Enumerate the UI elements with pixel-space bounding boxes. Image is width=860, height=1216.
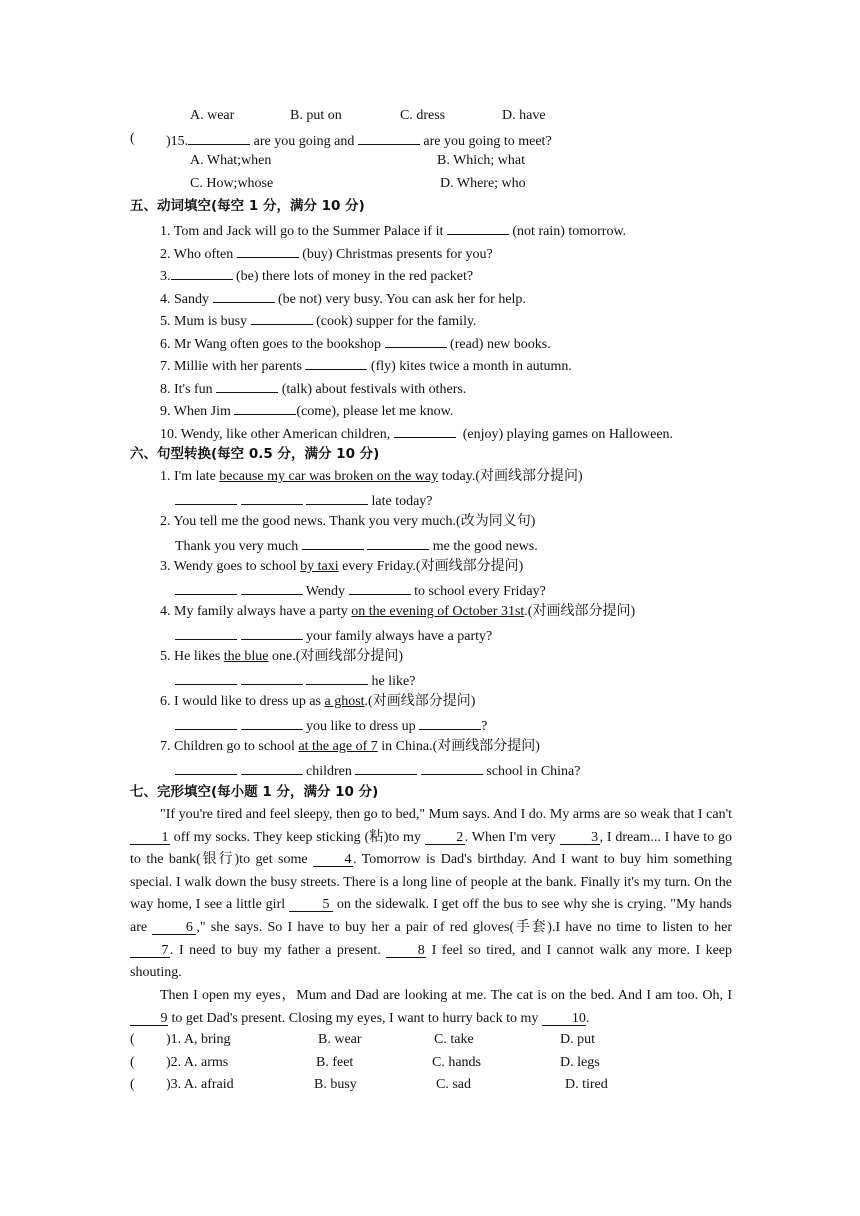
cloze-q2-option-b: B. feet — [316, 1055, 354, 1070]
answer-blank[interactable] — [171, 264, 233, 280]
s6-answer-7: children school in China? — [175, 759, 580, 779]
answer-blank[interactable] — [302, 534, 364, 550]
s5-item-2: 2. Who often (buy) Christmas presents for you? — [160, 242, 493, 262]
cloze-q3-option-c: C. sad — [436, 1077, 471, 1092]
answer-blank[interactable] — [175, 759, 237, 775]
s6-question-2: 2. You tell me the good news. Thank you very much.(改为同义句) — [160, 514, 536, 529]
section6-title: 六、句型转换(每空 0.5 分，满分 10 分) — [130, 446, 380, 462]
answer-blank[interactable] — [213, 287, 275, 303]
answer-blank[interactable] — [216, 377, 278, 393]
answer-blank[interactable] — [175, 714, 237, 730]
answer-blank[interactable] — [367, 534, 429, 550]
cloze-q1-option-b: B. wear — [318, 1032, 362, 1047]
answer-blank[interactable] — [306, 489, 368, 505]
cloze-blank[interactable]: 10 — [542, 1010, 586, 1026]
cloze-q1-option-c: C. take — [434, 1032, 474, 1047]
s6-answer-1: late today? — [175, 489, 433, 509]
answer-blank[interactable] — [421, 759, 483, 775]
cloze-blank[interactable]: 9 — [130, 1010, 168, 1026]
s6-answer-3: Wendy to school every Friday? — [175, 579, 546, 599]
cloze-paragraph-1: "If you're tired and feel sleepy, then go to bed," Mum says. And I do. My arms are so weak that I can't 1 off my socks. They keep sticking (粘)to my 2 . When I'm very 3 , I dream... I have to go to the bank(银行)to get some 4 . Tomorrow is Dad's birthday. And I want to buy him something special. I walk down the busy streets. There is a long line of people at the bank. Finally it's my turn. On the way home, I see a little girl 5 on the sidewalk. I get off the bus to see why she is crying. "My hands are 6 ," she says. So I have to buy her a pair of red gloves(手套).I have no time to listen to her 7 . I need to buy my father a present. 8 I feel so tired, and I cannot walk any more. I keep shouting. — [130, 807, 733, 981]
q15-option-c: C. How;whose — [190, 176, 274, 191]
answer-blank[interactable] — [175, 669, 237, 685]
answer-blank[interactable] — [241, 579, 303, 595]
cloze-q3-paren: ( — [130, 1077, 135, 1092]
q15-option-d: D. Where; who — [440, 176, 526, 191]
cloze-blank[interactable]: 6 — [152, 919, 196, 935]
q14-option-d: D. have — [502, 108, 546, 123]
answer-blank[interactable] — [241, 669, 303, 685]
cloze-q2-option-d: D. legs — [560, 1055, 600, 1070]
cloze-blank[interactable]: 7 — [130, 942, 170, 958]
cloze-q1-option-a: )1. A, bring — [166, 1032, 231, 1047]
cloze-q1-paren: ( — [130, 1032, 135, 1047]
answer-blank[interactable] — [188, 129, 250, 145]
q14-option-a: A. wear — [190, 108, 235, 123]
cloze-q2-option-a: )2. A. arms — [166, 1055, 229, 1070]
answer-blank[interactable] — [306, 669, 368, 685]
s6-question-5: 5. He likes the blue one.(对画线部分提问) — [160, 649, 404, 664]
cloze-q3-option-a: )3. A. afraid — [166, 1077, 234, 1092]
s6-answer-2: Thank you very much me the good news. — [175, 534, 538, 554]
section5-title: 五、动词填空(每空 1 分，满分 10 分) — [130, 198, 365, 214]
answer-blank[interactable] — [251, 309, 313, 325]
answer-blank[interactable] — [385, 332, 447, 348]
q14-option-c: C. dress — [400, 108, 446, 123]
s5-item-5: 5. Mum is busy (cook) supper for the family. — [160, 309, 477, 329]
answer-blank[interactable] — [241, 759, 303, 775]
q15-question: )15. are you going and are you going to meet? — [166, 129, 552, 149]
cloze-blank[interactable]: 1 — [130, 829, 170, 845]
q15-paren: ( — [130, 131, 135, 146]
cloze-blank[interactable]: 2 — [425, 829, 465, 845]
answer-blank[interactable] — [234, 399, 296, 415]
section7-title: 七、完形填空(每小题 1 分，满分 10 分) — [130, 784, 379, 800]
answer-blank[interactable] — [349, 579, 411, 595]
answer-blank[interactable] — [447, 219, 509, 235]
s6-answer-4: your family always have a party? — [175, 624, 492, 644]
cloze-q1-option-d: D. put — [560, 1032, 595, 1047]
s6-question-1: 1. I'm late because my car was broken on the way today.(对画线部分提问) — [160, 469, 583, 484]
answer-blank[interactable] — [241, 624, 303, 640]
s5-item-9: 9. When Jim (come), please let me know. — [160, 399, 453, 419]
cloze-q2-option-c: C. hands — [432, 1055, 481, 1070]
cloze-blank[interactable]: 8 — [386, 942, 426, 958]
q15-option-a: A. What;when — [190, 153, 272, 168]
s5-item-6: 6. Mr Wang often goes to the bookshop (read) new books. — [160, 332, 551, 352]
cloze-q3-option-b: B. busy — [314, 1077, 357, 1092]
s6-answer-6: you like to dress up ? — [175, 714, 487, 734]
answer-blank[interactable] — [237, 242, 299, 258]
answer-blank[interactable] — [175, 489, 237, 505]
answer-blank[interactable] — [241, 489, 303, 505]
s5-item-4: 4. Sandy (be not) very busy. You can ask her for help. — [160, 287, 526, 307]
cloze-blank[interactable]: 5 — [289, 896, 333, 912]
s6-question-3: 3. Wendy goes to school by taxi every Friday.(对画线部分提问) — [160, 559, 524, 574]
answer-blank[interactable] — [175, 579, 237, 595]
s6-question-6: 6. I would like to dress up as a ghost.(对画线部分提问) — [160, 694, 476, 709]
s6-question-7: 7. Children go to school at the age of 7 in China.(对画线部分提问) — [160, 739, 540, 754]
s5-item-10: 10. Wendy, like other American children, (enjoy) playing games on Halloween. — [160, 422, 673, 442]
s6-question-4: 4. My family always have a party on the evening of October 31st.(对画线部分提问) — [160, 604, 636, 619]
answer-blank[interactable] — [305, 354, 367, 370]
q15-option-b: B. Which; what — [437, 153, 526, 168]
answer-blank[interactable] — [394, 422, 456, 438]
answer-blank[interactable] — [241, 714, 303, 730]
answer-blank[interactable] — [355, 759, 417, 775]
cloze-blank[interactable]: 4 — [313, 851, 353, 867]
answer-blank[interactable] — [175, 624, 237, 640]
cloze-q2-paren: ( — [130, 1055, 135, 1070]
s5-item-8: 8. It's fun (talk) about festivals with others. — [160, 377, 466, 397]
answer-blank[interactable] — [419, 714, 481, 730]
q14-option-b: B. put on — [290, 108, 342, 123]
s5-item-1: 1. Tom and Jack will go to the Summer Palace if it (not rain) tomorrow. — [160, 219, 626, 239]
cloze-q3-option-d: D. tired — [565, 1077, 608, 1092]
s5-item-7: 7. Millie with her parents (fly) kites twice a month in autumn. — [160, 354, 572, 374]
s6-answer-5: he like? — [175, 669, 415, 689]
cloze-blank[interactable]: 3 — [560, 829, 600, 845]
answer-blank[interactable] — [358, 129, 420, 145]
s5-item-3: 3. (be) there lots of money in the red packet? — [160, 264, 473, 284]
cloze-paragraph-2: Then I open my eyes，Mum and Dad are looking at me. The cat is on the bed. And I am too. Oh, I 9 to get Dad's present. Closing my eyes, I want to hurry back to my 10. — [130, 985, 732, 1030]
